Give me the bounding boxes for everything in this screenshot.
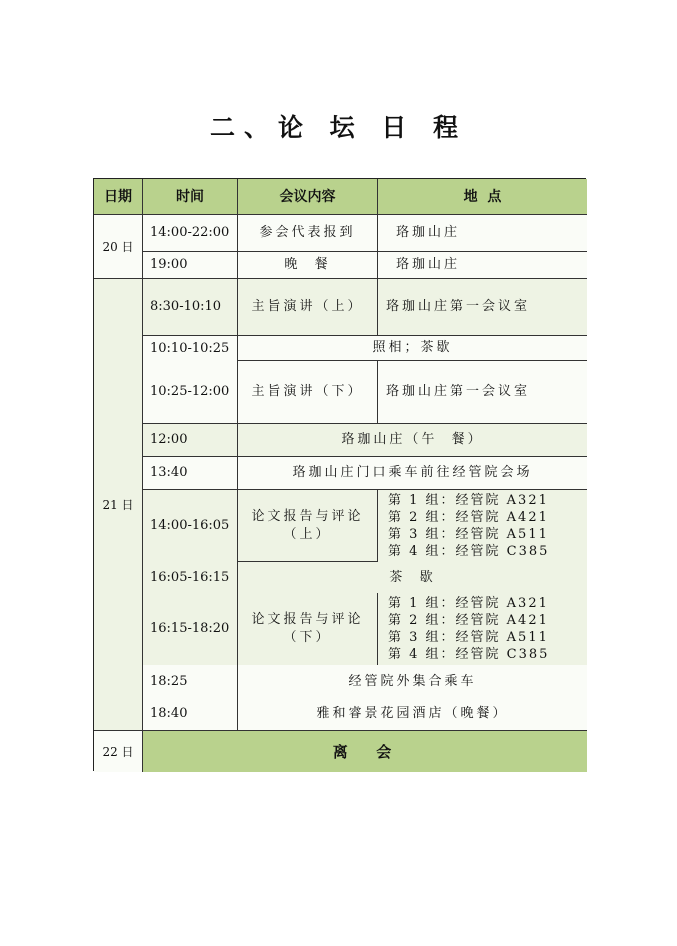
time-cell: 16:15-18:20 (143, 593, 238, 665)
content-line: （上） (283, 526, 332, 542)
group-room: 第 4 组：经管院 C385 (388, 544, 550, 559)
time-cell: 18:40 (143, 698, 238, 731)
content-cell (238, 490, 378, 562)
group-room: 第 1 组：经管院 A321 (388, 596, 549, 611)
page-title: 二、论 坛 日 程 (209, 113, 468, 142)
header-location: 地 点 (378, 179, 587, 215)
location-cell: 珞珈山庄第一会议室 (378, 361, 587, 424)
location-cell (378, 593, 587, 665)
time-cell: 13:40 (143, 457, 238, 490)
location-cell: 珞珈山庄 (378, 252, 587, 279)
content-cell: 主旨演讲（下） (238, 361, 378, 424)
group-room: 第 2 组：经管院 A421 (388, 613, 549, 628)
content-cell: 珞珈山庄门口乘车前往经管院会场 (238, 457, 587, 490)
content-line: 论文报告与评论 (251, 612, 364, 627)
time-cell: 8:30-10:10 (143, 279, 238, 336)
header-time: 时间 (143, 179, 238, 215)
time-cell: 14:00-22:00 (143, 215, 238, 252)
time-cell: 12:00 (143, 424, 238, 457)
group-room: 第 2 组：经管院 A421 (388, 510, 549, 525)
header-date: 日期 (94, 179, 143, 215)
content-cell: 晚 餐 (238, 252, 378, 279)
date-cell-20: 20 日 (94, 215, 143, 279)
time-cell: 10:10-10:25 (143, 336, 238, 361)
content-line: 论文报告与评论 (251, 508, 364, 524)
content-cell: 主旨演讲（上） (238, 279, 378, 336)
content-cell: 经管院外集合乘车 (238, 665, 587, 698)
location-cell (378, 490, 587, 562)
time-cell: 16:05-16:15 (143, 562, 238, 593)
schedule-table (93, 178, 586, 771)
date-cell-21: 21 日 (94, 279, 143, 731)
group-room: 第 3 组：经管院 A511 (388, 527, 549, 542)
content-cell: 珞珈山庄（午 餐） (238, 424, 587, 457)
content-cell: 参会代表报到 (238, 215, 378, 252)
header-content: 会议内容 (238, 179, 378, 215)
time-cell: 19:00 (143, 252, 238, 279)
content-cell (238, 593, 378, 665)
group-room: 第 3 组：经管院 A511 (388, 630, 549, 645)
date-cell-22: 22 日 (94, 731, 143, 772)
time-cell: 18:25 (143, 665, 238, 698)
depart-cell: 离 会 (143, 731, 587, 772)
time-cell: 14:00-16:05 (143, 490, 238, 562)
content-cell: 雅和睿景花园酒店（晚餐） (238, 698, 587, 731)
content-line: （下） (283, 630, 332, 645)
location-cell: 珞珈山庄 (378, 215, 587, 252)
group-room: 第 1 组：经管院 A321 (388, 493, 549, 508)
content-cell: 茶 歇 (238, 562, 587, 593)
content-cell: 照相；茶歇 (238, 336, 587, 361)
group-room: 第 4 组：经管院 C385 (388, 647, 550, 662)
time-cell: 10:25-12:00 (143, 361, 238, 424)
location-cell: 珞珈山庄第一会议室 (378, 279, 587, 336)
